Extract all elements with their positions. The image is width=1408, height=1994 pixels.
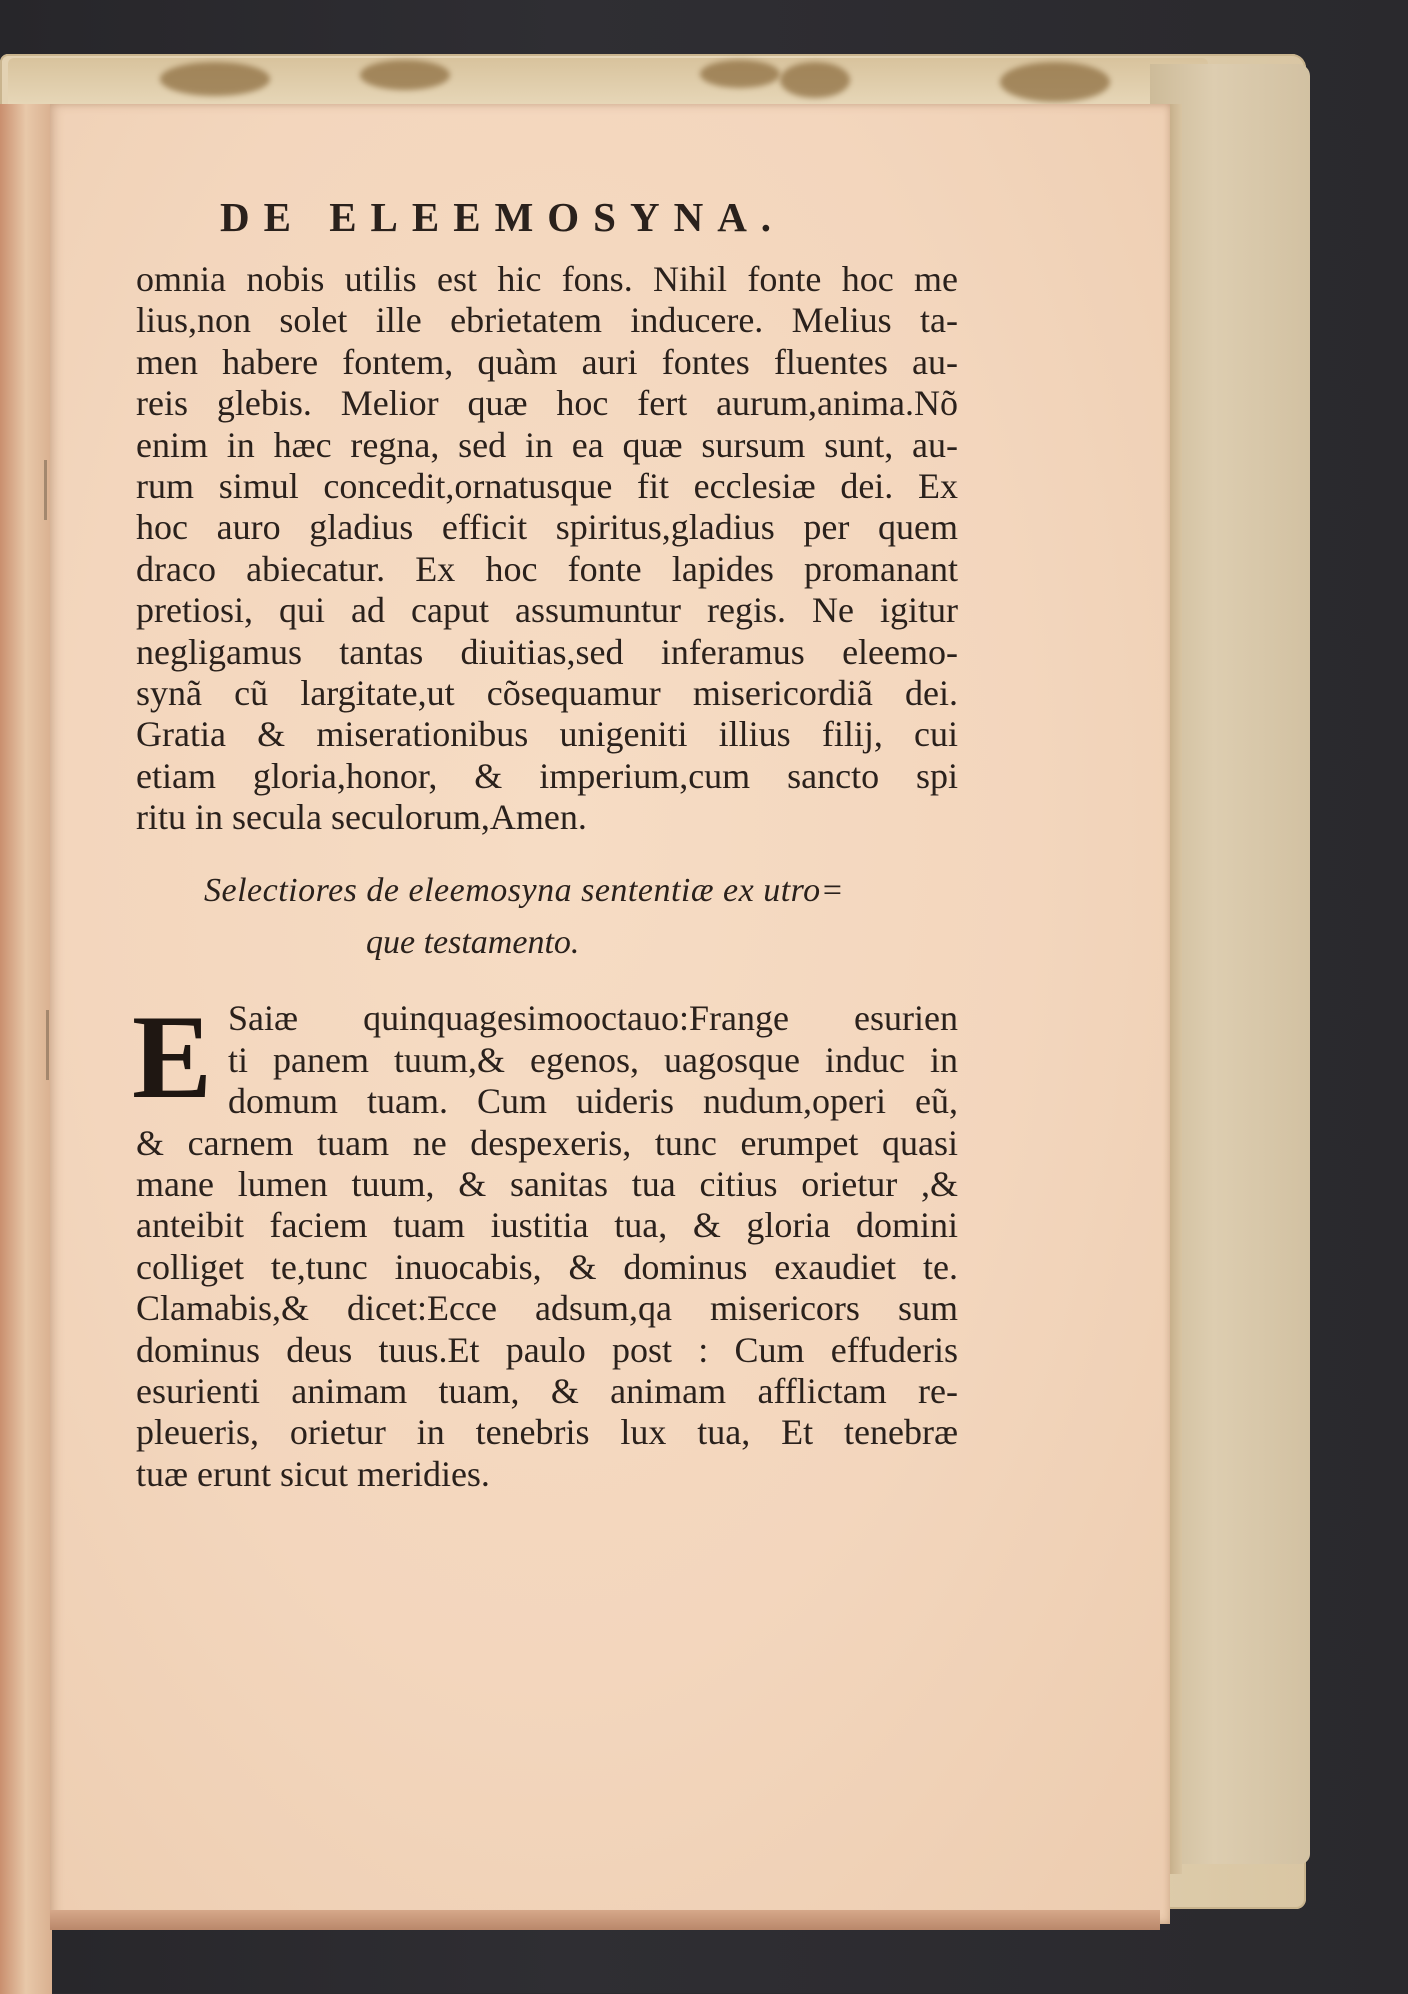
text-line: hoc auro gladius efficit spiritus,gladius per quem xyxy=(136,507,958,548)
page-bottom-edge xyxy=(50,1910,1160,1930)
text-line: tuæ erunt sicut meridies. xyxy=(136,1453,490,1494)
binding-stain xyxy=(700,60,780,88)
running-head: DE ELEEMOSYNA. xyxy=(220,194,786,240)
section-heading: Selectiores de eleemosyna sententiæ ex utro= xyxy=(204,872,845,910)
text-line: lius,non solet ille ebrietatem inducere. Melius ta- xyxy=(136,300,958,341)
page-text xyxy=(132,193,958,1495)
text-line: domum tuam. Cum uideris nudum,operi eũ, xyxy=(228,1081,958,1122)
facing-page-edge xyxy=(0,104,52,1994)
text-line: esurienti animam tuam, & animam afflictam re- xyxy=(136,1370,958,1411)
drop-cap: E xyxy=(132,990,213,1124)
paragraph-2 xyxy=(132,990,958,1495)
text-line: colliget te,tunc inuocabis, & dominus exaudiet te. xyxy=(136,1246,958,1287)
section-heading-continued: que testamento. xyxy=(366,924,580,962)
text-line: anteibit faciem tuam iustitia tua, & gloria domini xyxy=(136,1205,958,1246)
text-line: Gratia & miserationibus unigeniti illius filij, cui xyxy=(136,714,958,755)
text-line: synã cũ largitate,ut cõsequamur misericordiã dei. xyxy=(136,672,958,713)
text-line: enim in hæc regna, sed in ea quæ sursum sunt, au- xyxy=(136,424,958,465)
text-line: mane lumen tuum, & sanitas tua citius orietur ,& xyxy=(136,1164,958,1205)
text-line: pleueris, orietur in tenebris lux tua, Et tenebræ xyxy=(136,1412,958,1453)
text-line: dominus deus tuus.Et paulo post : Cum effuderis xyxy=(136,1329,958,1370)
text-line: & carnem tuam ne despexeris, tunc erumpet quasi xyxy=(136,1122,958,1163)
text-line: rum simul concedit,ornatusque fit ecclesiæ dei. Ex xyxy=(136,465,958,506)
text-line: ti panem tuum,& egenos, uagosque induc in xyxy=(228,1039,958,1080)
text-line: Clamabis,& dicet:Ecce adsum,qa misericors sum xyxy=(136,1288,958,1329)
text-line: pretiosi, qui ad caput assumuntur regis. Ne igitur xyxy=(136,590,958,631)
binding-stain xyxy=(780,62,850,98)
binding-stain xyxy=(360,60,450,90)
text-line: Saiæ quinquagesimooctauo:Frange esurien xyxy=(228,998,958,1039)
binding-thread xyxy=(46,1010,49,1080)
binding-stain xyxy=(160,62,270,96)
binding-stain xyxy=(1000,62,1110,102)
text-line: men habere fontem, quàm auri fontes fluentes au- xyxy=(136,341,958,382)
text-line: omnia nobis utilis est hic fons. Nihil fonte hoc me xyxy=(136,259,958,299)
text-line: draco abiecatur. Ex hoc fonte lapides promanant xyxy=(136,548,958,589)
paragraph-1 xyxy=(136,259,958,838)
text-line: negligamus tantas diuitias,sed inferamus eleemo- xyxy=(136,631,958,672)
text-line: ritu in secula seculorum,Amen. xyxy=(136,797,587,838)
text-line: reis glebis. Melior quæ hoc fert aurum,anima.Nõ xyxy=(136,383,958,424)
binding-thread xyxy=(44,460,47,520)
text-line: etiam gloria,honor, & imperium,cum sancto spi xyxy=(136,755,958,796)
